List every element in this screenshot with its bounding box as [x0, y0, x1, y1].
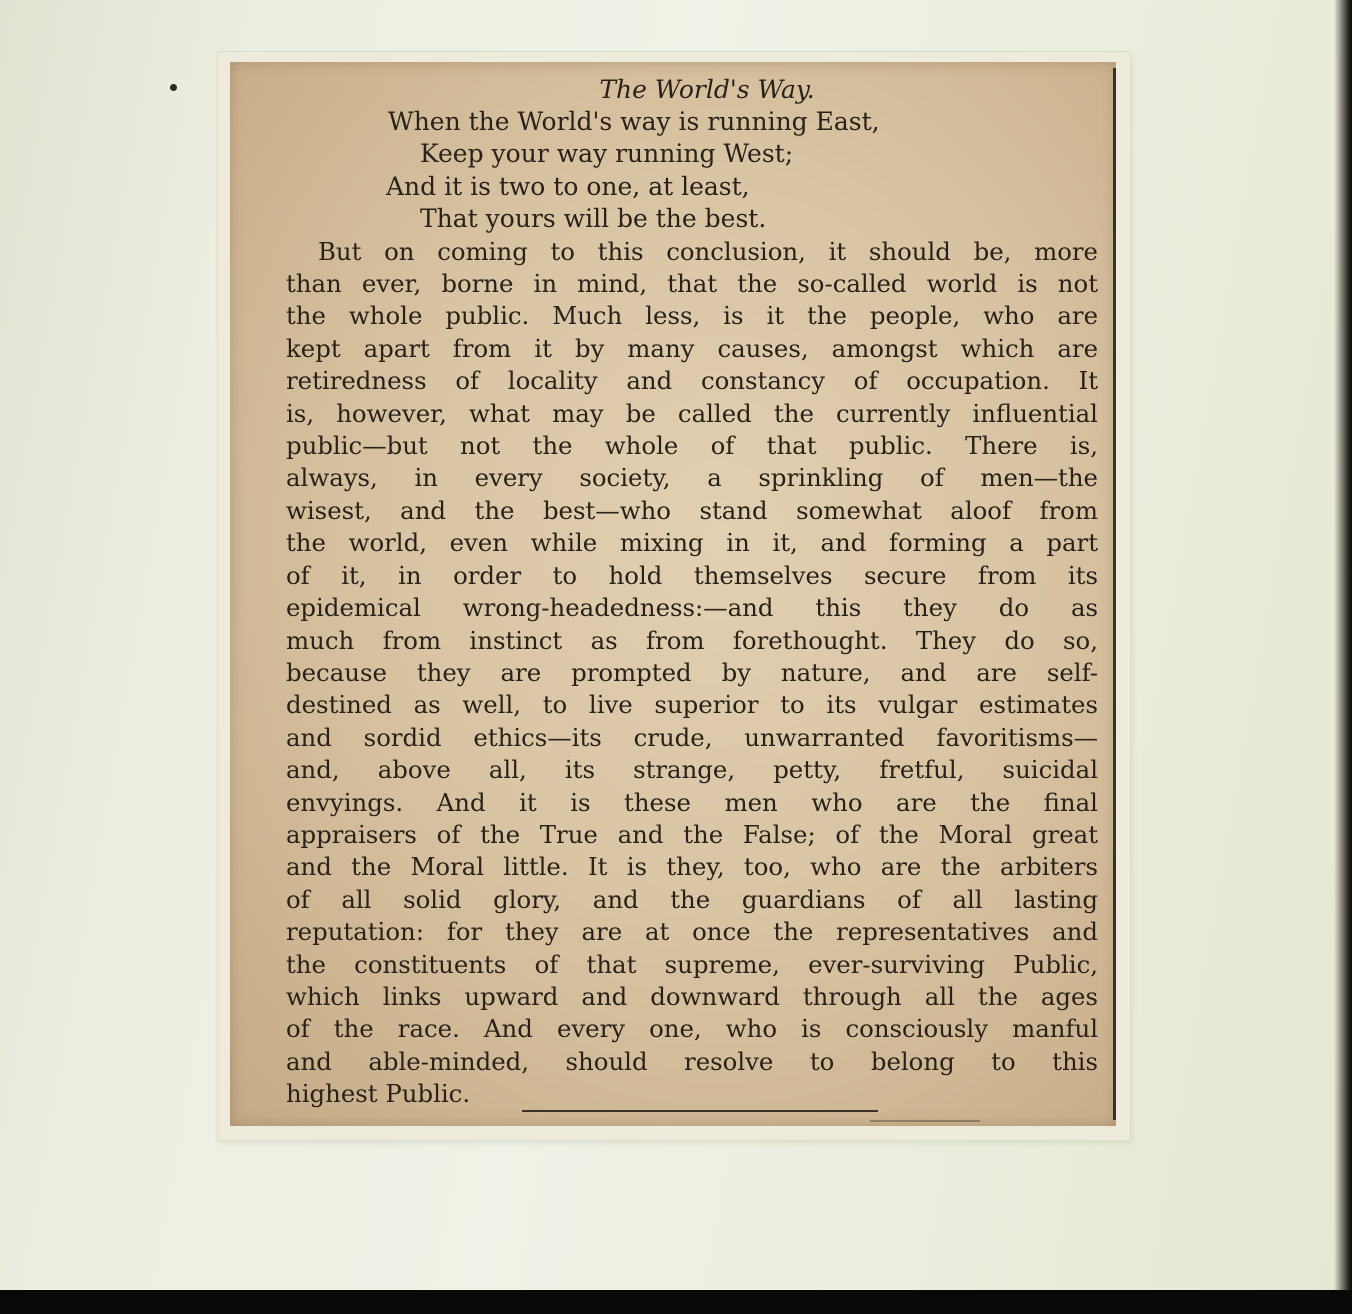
body-line: retiredness of locality and constancy of occupation. It — [286, 366, 1098, 396]
body-line: of the race. And every one, who is consciously manful — [286, 1014, 1098, 1044]
body-line: than ever, borne in mind, that the so-called world is not — [286, 269, 1098, 299]
column-rule — [1113, 68, 1116, 1120]
verse-line: Keep your way running West; — [420, 139, 794, 169]
body-line: always, in every society, a sprinkling of men—the — [286, 463, 1098, 493]
body-line: envyings. And it is these men who are the final — [286, 787, 1098, 817]
body-line: But on coming to this conclusion, it should be, more — [318, 236, 1098, 266]
body-line: is, however, what may be called the currently influential — [286, 398, 1098, 428]
body-line: highest Public. — [286, 1079, 471, 1109]
newspaper-clipping — [230, 62, 1116, 1126]
body-line: the constituents of that supreme, ever-surviving Public, — [286, 949, 1098, 979]
body-line: wisest, and the best—who stand somewhat aloof from — [286, 495, 1098, 525]
body-line: reputation: for they are at once the representatives and — [286, 917, 1098, 947]
article-title: The World's Way. — [599, 75, 815, 104]
article-body — [286, 236, 1098, 1111]
body-line: which links upward and downward through all the ages — [286, 981, 1098, 1011]
body-line: kept apart from it by many causes, amongst which are — [286, 333, 1098, 363]
ink-speck — [170, 84, 177, 91]
body-line: the world, even while mixing in it, and forming a part — [286, 528, 1098, 558]
scan-border — [0, 1290, 1352, 1314]
end-rule — [522, 1110, 878, 1112]
article — [286, 70, 1098, 1111]
body-line: appraisers of the True and the False; of the Moral great — [286, 819, 1098, 849]
body-line: epidemical wrong-headedness:—and this they do as — [286, 593, 1098, 623]
body-line: of all solid glory, and the guardians of all lasting — [286, 884, 1098, 914]
body-line: and able-minded, should resolve to belong to this — [286, 1046, 1098, 1076]
body-line: public—but not the whole of that public. There is, — [286, 431, 1098, 461]
verse-line: When the World's way is running East, — [388, 107, 880, 136]
verse-line: That yours will be the best. — [420, 204, 767, 234]
body-line: because they are prompted by nature, and are self- — [286, 657, 1098, 687]
body-line: and the Moral little. It is they, too, who are the arbiters — [286, 852, 1098, 882]
body-line: much from instinct as from forethought. They do so, — [286, 625, 1098, 655]
body-line: of it, in order to hold themselves secure from its — [286, 560, 1098, 590]
end-rule-faint — [870, 1120, 980, 1122]
body-line: the whole public. Much less, is it the people, who are — [286, 301, 1098, 331]
verse-line: And it is two to one, at least, — [386, 171, 750, 201]
body-line: and sordid ethics—its crude, unwarranted favoritisms— — [286, 722, 1098, 752]
page-edge-shadow — [1334, 0, 1352, 1290]
body-line: destined as well, to live superior to its vulgar estimates — [286, 690, 1098, 720]
body-line: and, above all, its strange, petty, fretful, suicidal — [286, 755, 1098, 785]
